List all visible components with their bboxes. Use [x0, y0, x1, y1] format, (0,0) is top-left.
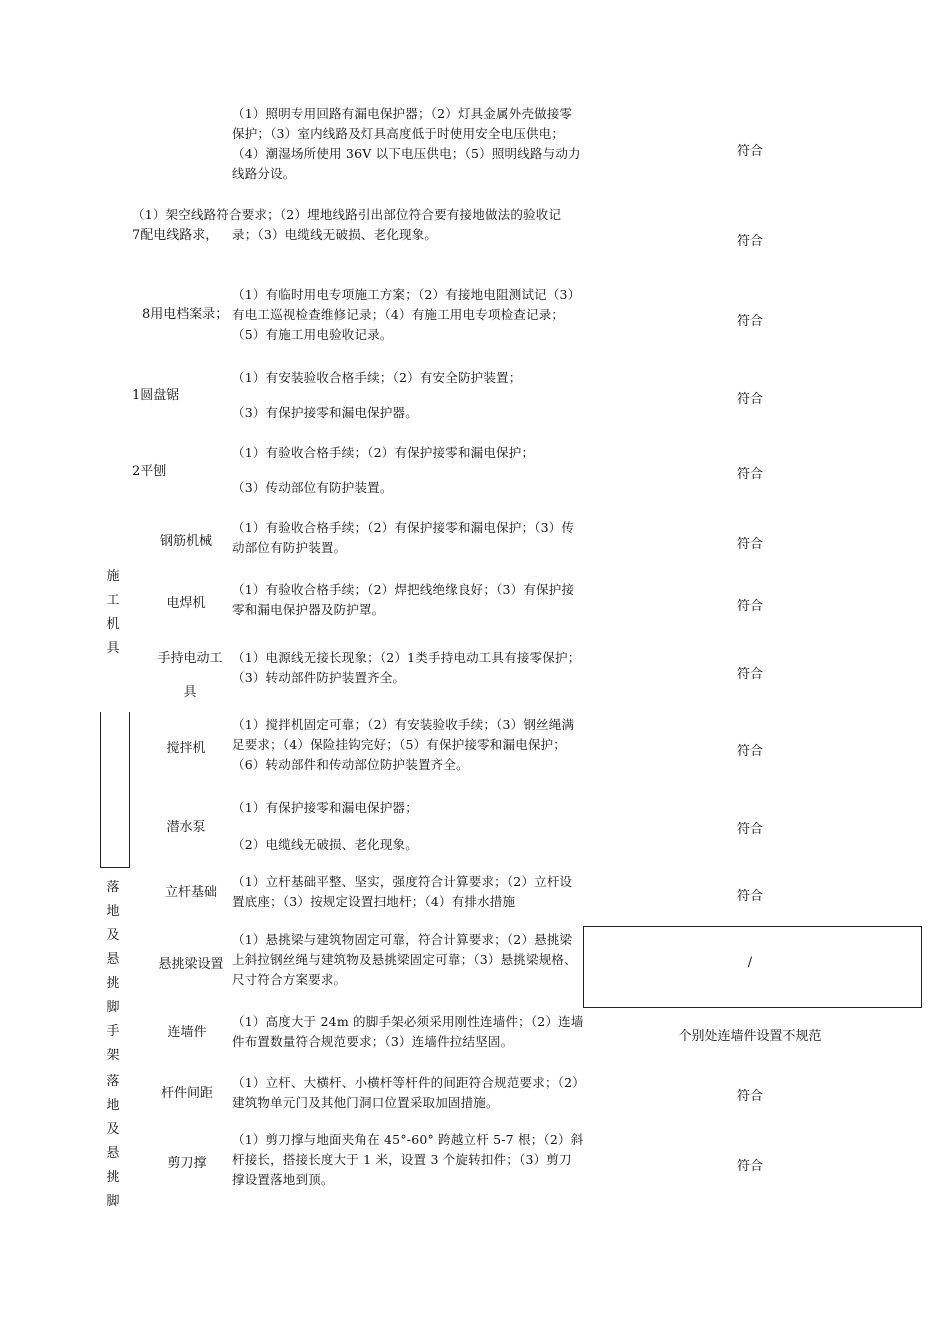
requirement-line: （1）剪刀撑与地面夹角在 45°-60° 跨越立杆 5-7 根；（2）斜杆接长，搭接长度大于 1 米，设置 3 个旋转扣件；（3）剪刀撑设置落地到顶。 [232, 1132, 584, 1187]
requirement-text [232, 443, 584, 498]
result-text: 个别处连墙件设置不规范 [678, 1029, 822, 1044]
result-text: 符合 [736, 889, 763, 904]
requirement-line: （1）有验收合格手续；（2）焊把线绝缘良好；（3）有保护接零和漏电保护器及防护罩。 [232, 582, 575, 617]
item-label: 悬挑梁设置 [158, 957, 224, 972]
item-label: 杆件间距 [160, 1086, 213, 1101]
item-label: 手持电动工具 [157, 651, 223, 700]
category-char: 悬 [106, 1146, 120, 1161]
requirement-line: （1）架空线路符合要求；（2）埋地线路引出部位符合要有接地做法的验收记录；（3）电缆线无破损、老化现象。 [132, 207, 562, 242]
requirement-text [232, 872, 584, 912]
result-text: / [747, 955, 753, 970]
item-label: 钢筋机械 [159, 534, 212, 549]
item-label: 8用电档案录； [142, 307, 229, 322]
requirement-text [232, 368, 584, 423]
requirement-line: （1）立杆基础平整、坚实，强度符合计算要求；（2）立杆设置底座；（3）按规定设置扫地杆；（4）有排水措施 [232, 874, 573, 909]
requirement-text [232, 518, 584, 558]
requirement-line: （1）高度大于 24m 的脚手架必须采用刚性连墙件；（2）连墙件布置数量符合规范要求；（3）连墙件拉结坚固。 [232, 1014, 584, 1049]
requirement-text [232, 1073, 584, 1113]
requirement-line: （3）有保护接零和漏电保护器。 [232, 405, 418, 420]
category-char: 手 [106, 1024, 120, 1039]
category-char: 具 [106, 641, 120, 656]
requirement-line: （1）照明专用回路有漏电保护器；（2）灯具金属外壳做接零保护；（3）室内线路及灯具高度低于时使用安全电压供电；（4）潮湿场所使用 36V 以下电压供电；（5）照明线路与动力线路分设。 [232, 106, 581, 181]
requirement-line: （1）有验收合格手续；（2）有保护接零和漏电保护；（3）传动部位有防护装置。 [232, 520, 575, 555]
result-text: 符合 [736, 599, 763, 614]
result-text: 符合 [736, 822, 763, 837]
category-char: 机 [106, 617, 120, 632]
requirement-text [232, 648, 584, 688]
item-label: 立杆基础 [164, 885, 217, 900]
requirement-line: （1）悬挑梁与建筑物固定可靠，符合计算要求；（2）悬挑梁上斜拉钢丝绳与建筑物及悬挑梁固定可靠；（3）悬挑梁规格、尺寸符合方案要求。 [232, 932, 577, 987]
item-label: 剪刀撑 [167, 1156, 207, 1171]
category-char: 悬 [106, 952, 120, 967]
requirement-line: （1）有临时用电专项施工方案；（2）有接地电阻测试记（3）有电工巡视检查维修记录；（4）有施工用电专项检查记录；（5）有施工用电验收记录。 [232, 287, 581, 342]
category-scaffold [100, 876, 126, 1068]
category-char: 及 [106, 928, 120, 943]
requirement-line: （1）有验收合格手续；（2）有保护接零和漏电保护； [232, 445, 535, 460]
requirement-text [232, 285, 584, 345]
requirement-text [232, 1012, 584, 1052]
result-text: 符合 [736, 667, 763, 682]
result-text: 符合 [736, 314, 763, 329]
category-char: 施 [106, 569, 120, 584]
requirement-text [232, 798, 584, 855]
category-char: 地 [106, 904, 120, 919]
result-text: 符合 [736, 1159, 763, 1174]
item-label: 2平刨 [132, 464, 167, 479]
table-border-inner [129, 712, 130, 868]
requirement-line: （1）搅拌机固定可靠；（2）有安装验收手续；（3）钢丝绳满足要求；（4）保险挂钩完好；（5）有保护接零和漏电保护；（6）转动部件和传动部位防护装置齐全。 [232, 717, 575, 772]
item-label: 潜水泵 [166, 820, 206, 835]
result-text: 符合 [736, 144, 763, 159]
item-label: 电焊机 [166, 596, 206, 611]
requirement-line: （3）传动部位有防护装置。 [232, 480, 393, 495]
requirement-text [232, 1130, 584, 1190]
category-char: 脚 [106, 1194, 120, 1209]
category-char: 地 [106, 1098, 120, 1113]
requirement-line: （1）立杆、大横杆、小横杆等杆件的间距符合规范要求；（2）建筑物单元门及其他门洞口位置采取加固措施。 [232, 1075, 579, 1110]
requirement-text [232, 715, 584, 775]
result-text: 符合 [736, 234, 763, 249]
requirement-line: （1）有保护接零和漏电保护器； [232, 800, 418, 815]
result-text: 符合 [736, 392, 763, 407]
requirement-line: （1）电源线无接长现象；（2）1类手持电动工具有接零保护；（3）转动部件防护装置齐全。 [232, 650, 581, 685]
category-char: 落 [106, 1074, 120, 1089]
item-label: 搅拌机 [166, 741, 206, 756]
item-label: 7配电线路求， [132, 228, 219, 243]
item-label: 1圆盘锯 [132, 388, 180, 403]
requirement-line: （1）有安装验收合格手续；（2）有安全防护装置； [232, 370, 522, 385]
requirement-text [232, 930, 584, 990]
requirement-text [232, 580, 584, 620]
requirement-line: （2）电缆线无破损、老化现象。 [232, 837, 418, 852]
category-char: 及 [106, 1122, 120, 1137]
category-char: 工 [106, 593, 120, 608]
category-char: 架 [106, 1048, 120, 1063]
result-text: 符合 [736, 537, 763, 552]
table-border-left [100, 712, 101, 868]
category-char: 脚 [106, 1000, 120, 1015]
item-label: 连墙件 [167, 1025, 207, 1040]
category-char: 落 [106, 880, 120, 895]
requirement-text [232, 104, 584, 184]
category-construction-machinery [100, 565, 126, 661]
category-scaffold-continued [100, 1070, 126, 1214]
table-border-bottom [100, 867, 130, 868]
result-text: 符合 [736, 744, 763, 759]
result-text: 符合 [736, 467, 763, 482]
category-char: 挑 [106, 1170, 120, 1185]
result-text: 符合 [736, 1089, 763, 1104]
category-char: 挑 [106, 976, 120, 991]
